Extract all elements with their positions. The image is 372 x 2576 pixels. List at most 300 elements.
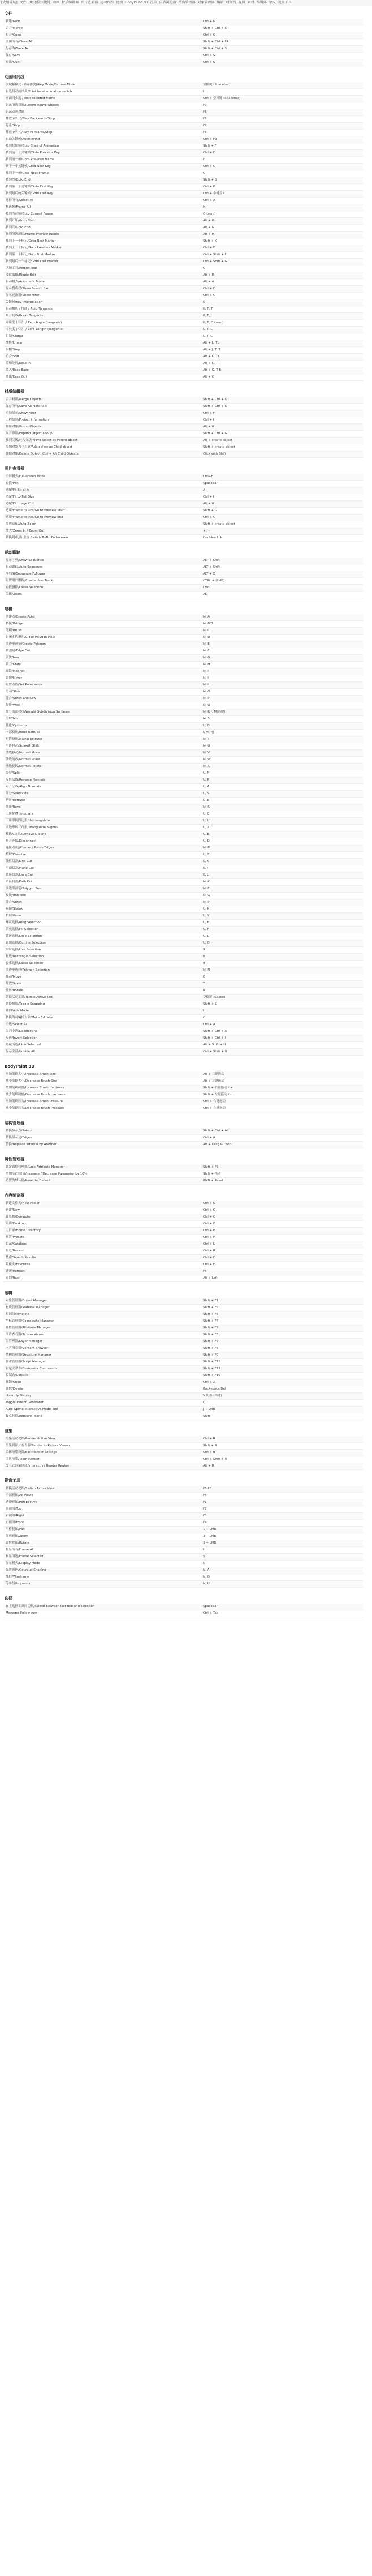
nav-link[interactable]: 运动跟踪 — [100, 1, 114, 5]
shortcut-keys: M, G — [201, 893, 363, 899]
table-row — [3, 1499, 363, 1506]
shortcut-command: 结构管理器/Structure Manager — [3, 1352, 201, 1359]
shortcut-keys: Ctrl + 空格键 (Spacebar) — [201, 96, 363, 102]
shortcut-command: 缩放/Scale — [3, 981, 201, 988]
table-row — [3, 967, 363, 974]
shortcut-command: 转到下一帧/Goto Next Frame — [3, 170, 201, 177]
shortcut-command: 填充选择/Fill Selection — [3, 927, 201, 933]
shortcut-keys: Shift + Ctrl + Alt — [201, 1128, 363, 1135]
nav-link[interactable]: 动画 — [53, 1, 60, 5]
table-row — [3, 218, 363, 225]
shortcut-keys: Alt + R — [201, 272, 363, 279]
shortcut-keys: M, X — [201, 764, 363, 770]
shortcut-keys: Ctrl + G — [201, 515, 363, 521]
table-row — [3, 1318, 363, 1325]
table-row — [3, 1413, 363, 1420]
shortcut-keys: Ctrl + F — [201, 286, 363, 293]
shortcut-command: 转换为可编辑对象/Make Editable — [3, 1015, 201, 1022]
shortcut-command: 放大/Zoom In / Zoom Out — [3, 528, 201, 535]
table-row — [3, 879, 363, 886]
shortcut-command: 工程信息/Project Information — [3, 417, 201, 424]
shortcut-command: 反选/Invert Selection — [3, 1035, 201, 1042]
table-row — [3, 736, 363, 743]
shortcut-keys: K, K — [201, 859, 363, 865]
table-row — [3, 225, 363, 232]
table-row — [3, 397, 363, 404]
shortcut-command: 收缩/Shrink — [3, 906, 201, 913]
shortcut-keys: Ctrl + S — [201, 53, 363, 59]
nav-link[interactable]: 蒙皮 — [269, 1, 276, 5]
shortcut-command: 焊接/Weld — [3, 702, 201, 709]
table-row — [3, 730, 363, 736]
table-row — [3, 354, 363, 361]
shortcut-command: 画面同步选 / with selected frame — [3, 96, 201, 102]
table-row — [3, 1248, 363, 1255]
shortcut-keys: Alt + J, T, T — [201, 347, 363, 354]
shortcut-keys: F4 — [201, 1520, 363, 1527]
shortcut-command: 平移视图/Pan — [3, 1527, 201, 1533]
table-row — [3, 1078, 363, 1085]
table-row — [3, 1028, 363, 1035]
shortcut-command: 适配/Fit Bit at A — [3, 487, 201, 494]
shortcut-keys: Ctrl + N — [201, 1201, 363, 1207]
table-row — [3, 1520, 363, 1527]
shortcut-keys: M, F — [201, 648, 363, 655]
shortcut-command: 创建点/Create Point — [3, 614, 201, 621]
section-title: 编辑 — [5, 1291, 12, 1295]
shortcut-keys: Alt + Shift + H — [201, 1042, 363, 1049]
shortcut-keys: U, Z — [201, 852, 363, 859]
shortcut-command: 滑动/Slide — [3, 689, 201, 696]
shortcut-keys: M, J — [201, 675, 363, 682]
table-row — [3, 1493, 363, 1499]
shortcut-keys: U, T — [201, 825, 363, 831]
table-row — [3, 1345, 363, 1352]
table-row — [3, 723, 363, 730]
table-row — [3, 1207, 363, 1214]
shortcut-command: 删除/Delete — [3, 1386, 201, 1393]
shortcut-keys: Ctrl + D — [201, 1221, 363, 1228]
table-row — [3, 444, 363, 451]
table-row — [3, 648, 363, 655]
shortcut-keys: Ctrl + 左键拖动 — [201, 1105, 363, 1112]
shortcut-keys: H — [201, 1547, 363, 1554]
shortcut-command: 钳制/Clamp — [3, 333, 201, 340]
shortcut-keys: Shift + K — [201, 238, 363, 245]
shortcut-keys: E — [201, 974, 363, 981]
table-row — [3, 143, 363, 150]
shortcut-keys: Ctrl + F — [201, 1255, 363, 1262]
shortcut-command: 关键帧/Key Interpolation — [3, 299, 201, 306]
shortcut-command: 反转法线/Reverse Normals — [3, 777, 201, 784]
shortcut-keys: Spacebar — [201, 481, 363, 487]
table-row — [3, 906, 363, 913]
shortcut-keys: Shift + F5 — [201, 1164, 363, 1171]
shortcut-keys: V 切换 (四键) — [201, 1393, 363, 1400]
table-row — [3, 501, 363, 508]
shortcut-keys: F3 — [201, 1513, 363, 1520]
table-row — [3, 1164, 363, 1171]
nav-link[interactable]: 编辑器 — [256, 1, 267, 5]
shortcut-keys: Shift + create object — [201, 521, 363, 528]
shortcut-keys: M, G — [201, 655, 363, 662]
shortcut-keys: U, F — [201, 927, 363, 933]
table-row — [3, 53, 363, 59]
shortcut-command: 挤压/Extrude — [3, 798, 201, 804]
shortcut-command: 查找/Pan — [3, 481, 201, 487]
shortcut-keys: Ctrl + R — [201, 1248, 363, 1255]
table-row — [3, 327, 363, 333]
table-row — [3, 1305, 363, 1311]
table-row — [3, 1255, 363, 1262]
table-row — [3, 933, 363, 940]
table-row — [3, 1567, 363, 1574]
shortcut-keys: F8 — [201, 109, 363, 116]
table-row — [3, 614, 363, 621]
shortcut-keys: Click with Shift — [201, 451, 363, 458]
shortcut-command: 框选帧/Frame All — [3, 204, 201, 211]
table-row — [3, 1042, 363, 1049]
shortcut-command: 线性切割/Line Cut — [3, 859, 201, 865]
table-row — [3, 272, 363, 279]
shortcut-keys: M, S — [201, 716, 363, 723]
shortcut-keys: Ctrl + P — [201, 184, 363, 191]
nav-link[interactable]: 文件 — [19, 1, 27, 5]
table-row — [3, 1366, 363, 1373]
shortcut-keys: U, E — [201, 831, 363, 838]
table-row — [3, 940, 363, 947]
nav-link[interactable]: 渲染 — [150, 1, 157, 5]
shortcut-command: 脚本管理器/Script Manager — [3, 1359, 201, 1366]
nav-link[interactable]: 图片查看器 — [81, 1, 98, 5]
table-row — [3, 1373, 363, 1379]
table-row — [3, 157, 363, 164]
table-row — [3, 709, 363, 716]
shortcut-keys: M, M — [201, 845, 363, 852]
section-title: 建模 — [5, 607, 12, 611]
shortcut-keys: M, S — [201, 804, 363, 811]
shortcut-keys: L, T, C — [201, 333, 363, 340]
table-row — [3, 770, 363, 777]
shortcut-keys: Alt + G — [201, 225, 363, 232]
table-row — [3, 641, 363, 648]
shortcut-keys: K, T, O (zero) — [201, 320, 363, 327]
shortcut-keys: O (zero) — [201, 211, 363, 218]
table-row — [3, 191, 363, 198]
nav-link[interactable]: 编辑 — [217, 1, 224, 5]
shortcut-command: 扩展/Grow — [3, 913, 201, 920]
shortcut-keys: Ctrl + P — [201, 1235, 363, 1241]
shortcut-command: 关闭所有/Close All — [3, 39, 201, 46]
table-row — [3, 46, 363, 53]
nav-link[interactable]: 材质编辑器 — [62, 1, 79, 5]
shortcut-command: 转到最后一个标记/Goto Last Marker — [3, 259, 201, 265]
shortcut-command: 移除N边形/Remove N-gons — [3, 831, 201, 838]
shortcut-keys: 8 — [201, 961, 363, 967]
table-row — [3, 320, 363, 327]
table-row — [3, 750, 363, 757]
shortcut-command: 对齐法线/Align Normals — [3, 784, 201, 791]
shortcut-keys: 0 — [201, 954, 363, 961]
shortcut-keys: N — [201, 1561, 363, 1567]
shortcut-command: 新建/New — [3, 1207, 201, 1214]
section-title: 文件 — [5, 11, 12, 16]
table-row — [3, 259, 363, 265]
table-row — [3, 838, 363, 845]
shortcut-command: 镜像/Mirror — [3, 675, 201, 682]
table-row — [3, 995, 363, 1001]
table-row — [3, 845, 363, 852]
shortcut-command: 减少笔刷压力/Decrease Brush Pressure — [3, 1105, 201, 1112]
content-area — [0, 6, 372, 1617]
table-row — [3, 974, 363, 981]
table-row — [3, 211, 363, 218]
shortcut-keys: Alt + G — [201, 501, 363, 508]
shortcut-command: 波纹编辑/Ripple Edit — [3, 272, 201, 279]
table-row — [3, 451, 363, 458]
table-row — [3, 791, 363, 798]
shortcut-keys: Ctrl + A — [201, 1022, 363, 1028]
table-row — [3, 1450, 363, 1456]
shortcut-keys: Shift + F3 — [201, 1311, 363, 1318]
table-row — [3, 1379, 363, 1386]
shortcut-keys: Shift + 右键拖动 / + — [201, 1085, 363, 1092]
shortcut-keys: K, T, T — [201, 306, 363, 313]
shortcut-keys: S — [201, 1554, 363, 1561]
table-row — [3, 893, 363, 899]
nav-link[interactable]: 对象管理器 — [197, 1, 215, 5]
shortcut-command: 播放 (停止)/Play Forwards/Stop — [3, 130, 201, 136]
table-row — [3, 1547, 363, 1554]
table-row — [3, 927, 363, 933]
table-row — [3, 757, 363, 764]
shortcut-keys: U, K — [201, 906, 363, 913]
shortcut-keys: Ctrl + A — [201, 198, 363, 204]
shortcut-command: 选择所有/Select All — [3, 198, 201, 204]
nav-link[interactable]: 建模 — [116, 1, 123, 5]
nav-link[interactable]: BodyPaint 3D — [125, 1, 148, 5]
shortcut-command: 显示过滤器/Show Filter — [3, 293, 201, 299]
shortcut-keys: U, S — [201, 791, 363, 798]
nav-link[interactable]: 结构管理器 — [178, 1, 196, 5]
shortcut-command: 适配/Fit to Full Size — [3, 494, 201, 501]
shortcut-keys: U, R — [201, 777, 363, 784]
shortcut-keys: U, U — [201, 818, 363, 825]
shortcut-command: 缩放视图/Zoom — [3, 1533, 201, 1540]
shortcut-table — [3, 1604, 363, 1617]
shortcut-keys: Shift + F6 — [201, 1332, 363, 1339]
shortcut-command: 全屏模式/Full-screen Mode — [3, 474, 201, 481]
shortcut-table — [3, 397, 363, 458]
shortcut-command: 刷新/Refresh — [3, 1268, 201, 1275]
table-row — [3, 668, 363, 675]
shortcut-command: 平滑移动/Smooth Shift — [3, 743, 201, 750]
table-row — [3, 865, 363, 872]
shortcut-command: 自动关键帧/Autokeying — [3, 136, 201, 143]
table-row — [3, 170, 363, 177]
shortcut-command: 右视图/Right — [3, 1513, 201, 1520]
table-row — [3, 32, 363, 39]
table-row — [3, 1386, 363, 1393]
shortcut-command: 环状选择/Ring Selection — [3, 920, 201, 927]
shortcut-command: 退出/Quit — [3, 59, 201, 66]
table-row — [3, 1214, 363, 1221]
shortcut-table — [3, 1298, 363, 1420]
shortcut-keys: Shift + F8 — [201, 1345, 363, 1352]
shortcut-command: 轮廓选择/Outline Selection — [3, 940, 201, 947]
shortcut-keys: Alt + Q, T E — [201, 367, 363, 374]
shortcut-keys: Alt + H — [201, 232, 363, 238]
shortcut-keys: Ctrl + G — [201, 164, 363, 170]
shortcut-keys: M, O — [201, 689, 363, 696]
table-row — [3, 1443, 363, 1450]
table-row — [3, 25, 363, 32]
shortcut-command: 自动相切 / 扭曲 / Auto Tangents — [3, 306, 201, 313]
shortcut-command: 切换显示边/Edges — [3, 1135, 201, 1142]
shortcut-keys: U, Q — [201, 940, 363, 947]
shortcut-keys: Shift + Ctrl + A — [201, 1028, 363, 1035]
top-nav-bar — [0, 0, 372, 6]
table-row — [3, 689, 363, 696]
shortcut-command: 熨烫/Iron Tool — [3, 893, 201, 899]
shortcut-keys: Spacebar — [201, 1604, 363, 1610]
table-row — [3, 1099, 363, 1105]
shortcut-command: 透视视图/Perspective — [3, 1499, 201, 1506]
nav-link[interactable]: 内容浏览器 — [159, 1, 176, 5]
shortcut-command: 内部挤压/Inner Extrude — [3, 730, 201, 736]
table-row — [3, 886, 363, 893]
shortcut-command: 重置为默认值/Reset to Default — [3, 1178, 201, 1185]
table-row — [3, 1085, 363, 1092]
table-row — [3, 682, 363, 689]
table-row — [3, 123, 363, 130]
shortcut-keys: Ctrl + A — [201, 1135, 363, 1142]
shortcut-keys: Shift + F1 — [201, 1298, 363, 1305]
shortcut-command: 锁定属性管理器/Lock Attribute Manager — [3, 1164, 201, 1171]
table-row — [3, 150, 363, 157]
shortcut-command: 轴向/Axis Mode — [3, 1008, 201, 1015]
nav-link[interactable]: 视图 — [238, 1, 245, 5]
shortcut-command: 取消全选/Deselect All — [3, 1028, 201, 1035]
shortcut-command: 属性管理器/Attribute Manager — [3, 1325, 201, 1332]
shortcut-keys: RMB + Reset — [201, 1178, 363, 1185]
nav-link[interactable]: 视窗工具 — [278, 1, 292, 5]
shortcut-keys: Ctrl + 小键盘1 — [201, 191, 363, 198]
shortcut-command: 记录动画对象 — [3, 109, 201, 116]
table-row — [3, 981, 363, 988]
nav-link[interactable]: [大纲导航] — [1, 1, 18, 5]
table-row — [3, 621, 363, 628]
table-row — [3, 1610, 363, 1617]
shortcut-keys: R — [201, 988, 363, 995]
table-row — [3, 1581, 363, 1588]
table-row — [3, 19, 363, 25]
shortcut-keys: F5 — [201, 1493, 363, 1499]
shortcut-keys: Alt + create object — [201, 438, 363, 444]
table-row — [3, 1071, 363, 1078]
shortcut-keys: Shift + Ctrl + F4 — [201, 39, 363, 46]
table-row — [3, 1359, 363, 1366]
shortcut-command: 切割边/Edge Cut — [3, 648, 201, 655]
shortcut-keys: U, L — [201, 933, 363, 940]
table-row — [3, 1561, 363, 1567]
shortcut-keys: H — [201, 204, 363, 211]
shortcut-command: 熨烫/Iron — [3, 655, 201, 662]
shortcut-command: 缓出/Ease Out — [3, 374, 201, 381]
table-row — [3, 1201, 363, 1207]
table-row — [3, 558, 363, 564]
shortcut-keys: M, I — [201, 668, 363, 675]
shortcut-command: 设置用户跟踪/Create User Track — [3, 578, 201, 585]
shortcut-command: 多边形画笔/Polygon Pen — [3, 886, 201, 893]
shortcut-command: 按点移除/Remove Points — [3, 1413, 201, 1420]
table-row — [3, 1463, 363, 1470]
shortcut-keys: ALT — [201, 592, 363, 598]
shortcut-keys: M, B/B — [201, 621, 363, 628]
table-row — [3, 361, 363, 367]
shortcut-table — [3, 1201, 363, 1282]
shortcut-keys: Q — [201, 265, 363, 272]
shortcut-command: 删除对象/Delete Object, Ctrl + Alt Child Objects — [3, 451, 201, 458]
shortcut-command: 法线缩放/Normal Scale — [3, 757, 201, 764]
shortcut-keys: U, P — [201, 770, 363, 777]
shortcut-keys: Backspace/Del — [201, 1386, 363, 1393]
table-row — [3, 265, 363, 272]
nav-link[interactable]: 素材 — [247, 1, 254, 5]
shortcut-keys: K — [201, 299, 363, 306]
shortcut-keys: G — [201, 170, 363, 177]
nav-link[interactable]: 时间线 — [226, 1, 236, 5]
table-row — [3, 628, 363, 635]
shortcut-command: 桥接/Bridge — [3, 621, 201, 628]
table-row — [3, 1486, 363, 1493]
shortcut-keys: ALT + Shift — [201, 558, 363, 564]
shortcut-keys: Shift + Ctrl + I — [201, 1035, 363, 1042]
shortcut-command: 转到开始/Goto Start — [3, 218, 201, 225]
table-row — [3, 474, 363, 481]
table-row — [3, 333, 363, 340]
shortcut-keys: 1 + LMB — [201, 1527, 363, 1533]
shortcut-keys: Shift + R — [201, 1443, 363, 1450]
shortcut-command: 交互式渲染区域/Interactive Render Region — [3, 1463, 201, 1470]
shortcut-keys: A — [201, 487, 363, 494]
table-row — [3, 299, 363, 306]
shortcut-command: 时间线/Timeline — [3, 1311, 201, 1318]
nav-link[interactable]: 3D建模快捷键 — [28, 1, 51, 5]
section-title: 选择 — [5, 1596, 12, 1601]
table-row — [3, 89, 363, 96]
shortcut-keys: N, H — [201, 1581, 363, 1588]
shortcut-keys: M, U — [201, 743, 363, 750]
section-title: 属性管理器 — [5, 1157, 24, 1161]
shortcut-command: 适配/Fit image Ctrl — [3, 501, 201, 508]
shortcut-keys: F8 — [201, 130, 363, 136]
table-row — [3, 528, 363, 535]
shortcut-keys: U, C — [201, 811, 363, 818]
shortcut-keys: Alt + K, T I — [201, 361, 363, 367]
table-row — [3, 1135, 363, 1142]
shortcut-command: 显示序列/Show Sequence — [3, 558, 201, 564]
shortcut-command: 缩放适配/Auto Zoom — [3, 521, 201, 528]
shortcut-keys: 空格键 (Spacebar) — [201, 82, 363, 89]
table-row — [3, 784, 363, 791]
shortcut-keys: Shift + create object — [201, 444, 363, 451]
table-row — [3, 1221, 363, 1228]
table-row — [3, 1407, 363, 1413]
shortcut-command: 笔刷/Brush — [3, 628, 201, 635]
table-row — [3, 1275, 363, 1282]
shortcut-command: 适用/Frame to Pics/Go to Preview End — [3, 515, 201, 521]
